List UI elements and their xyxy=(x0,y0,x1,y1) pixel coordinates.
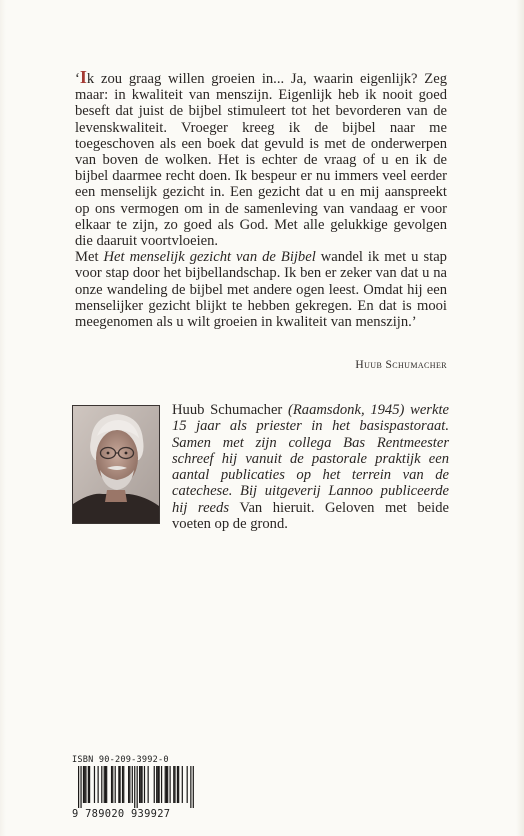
barcode-bar xyxy=(129,766,130,803)
barcode-bars xyxy=(72,766,196,808)
barcode-bar xyxy=(88,766,89,803)
drop-initial: I xyxy=(79,67,87,87)
barcode-bar xyxy=(140,766,141,803)
barcode-bar xyxy=(98,766,99,803)
barcode-bar xyxy=(85,766,86,803)
barcode-bar xyxy=(156,766,157,803)
barcode-bar xyxy=(139,766,140,803)
barcode-bar xyxy=(111,766,112,803)
barcode-bar xyxy=(154,766,155,803)
book-title: Het menselijk gezicht van de Bijbel xyxy=(103,249,316,266)
barcode-bar xyxy=(101,766,102,803)
barcode-bar xyxy=(89,766,90,803)
opening-quote-mark: ‘ xyxy=(75,71,80,87)
blurb-quote xyxy=(75,67,447,331)
barcode-bar xyxy=(78,766,79,808)
isbn-number: ISBN 90-209-3992-0 xyxy=(72,755,169,765)
barcode-bar xyxy=(157,766,158,803)
bio-previous-title: Van hieruit. Geloven met beide voeten op de grond. xyxy=(172,499,449,533)
barcode-bar xyxy=(80,766,81,808)
barcode-bar xyxy=(182,766,183,803)
bio-details: (Raamsdonk, 1945) werkte 15 jaar als priester in het basispastoraat. Samen met zijn collega Bas Rentmeester schreef hij vanuit de pastorale praktijk een aantal publicaties op het terrein van de catechese. Bij uitgeverij Lannoo publiceerde hij reeds xyxy=(172,402,449,516)
bio-author-name: Huub Schumacher xyxy=(172,402,288,418)
barcode-bar xyxy=(190,766,191,808)
barcode-bar xyxy=(178,766,179,803)
barcode-bar xyxy=(174,766,175,803)
barcode-bar xyxy=(187,766,188,803)
barcode-bar xyxy=(173,766,174,803)
barcode-bar xyxy=(148,766,149,803)
barcode-bar xyxy=(166,766,167,803)
blurb-paragraph-2-text: wandel ik met u stap voor stap door het bijbellandschap. Ik ben er zeker van dat u na onze wandeling de bijbel met andere ogen leest. Omdat hij een menselijker gezicht blijkt te hebben gekregen. En dat is mooi meegenomen als u wilt groeien in kwaliteit van menszijn.’ xyxy=(75,249,447,331)
barcode-bar xyxy=(84,766,85,803)
barcode-bar xyxy=(170,766,171,803)
barcode-bar xyxy=(119,766,120,803)
barcode-bar xyxy=(112,766,113,803)
barcode-bar xyxy=(118,766,119,803)
barcode-bar xyxy=(141,766,142,803)
barcode-bar xyxy=(123,766,124,803)
barcode-bar xyxy=(132,766,133,803)
author-bio xyxy=(172,402,449,532)
barcode-bar xyxy=(128,766,129,803)
ean-digits: 9 789020 939927 xyxy=(72,808,171,820)
barcode-bar xyxy=(94,766,95,803)
barcode-bar xyxy=(106,766,107,803)
author-portrait-photo xyxy=(72,405,160,524)
barcode-bar xyxy=(122,766,123,803)
barcode-bar xyxy=(177,766,178,803)
blurb-paragraph-1 xyxy=(75,67,447,250)
barcode-bar xyxy=(161,766,162,803)
barcode-bar xyxy=(159,766,160,803)
barcode-bar xyxy=(165,766,166,803)
barcode-bar xyxy=(105,766,106,803)
barcode-bar xyxy=(104,766,105,803)
isbn-barcode xyxy=(72,754,196,820)
barcode-bar xyxy=(167,766,168,803)
barcode-bar xyxy=(134,766,135,808)
barcode-bar xyxy=(193,766,194,808)
barcode-bar xyxy=(137,766,138,808)
blurb-paragraph-2 xyxy=(75,249,447,330)
author-signature: Huub Schumacher xyxy=(355,359,447,371)
blurb-paragraph-1-text: k zou graag willen groeien in... Ja, waarin eigenlijk? Zeg maar: in kwaliteit van menszijn. Eigenlijk heb ik nooit goed beseft dat juist de bijbel stimuleert tot het bevorderen van de levenskwaliteit. Vroeger kreeg ik de bijbel naar me toegeschoven als een boek dat gevuld is met de onderwerpen van boven de wolken. Het is echter de vraag of u en ik de bijbel daarmee recht doen. Ik bespeur er nu immers veel eerder een menselijk gezicht in. Een gezicht dat u en mij aanspreekt op ons vermogen om in de samenleving van vandaag er voor elkaar te zijn, zo goed als God. Met alle gelukkige gevolgen die daaruit voortvloeien. xyxy=(75,71,447,250)
barcode-bar xyxy=(115,766,116,803)
barcode-bar xyxy=(144,766,145,803)
blurb-paragraph-2-start: Met xyxy=(75,249,104,266)
barcode-bar xyxy=(83,766,84,803)
